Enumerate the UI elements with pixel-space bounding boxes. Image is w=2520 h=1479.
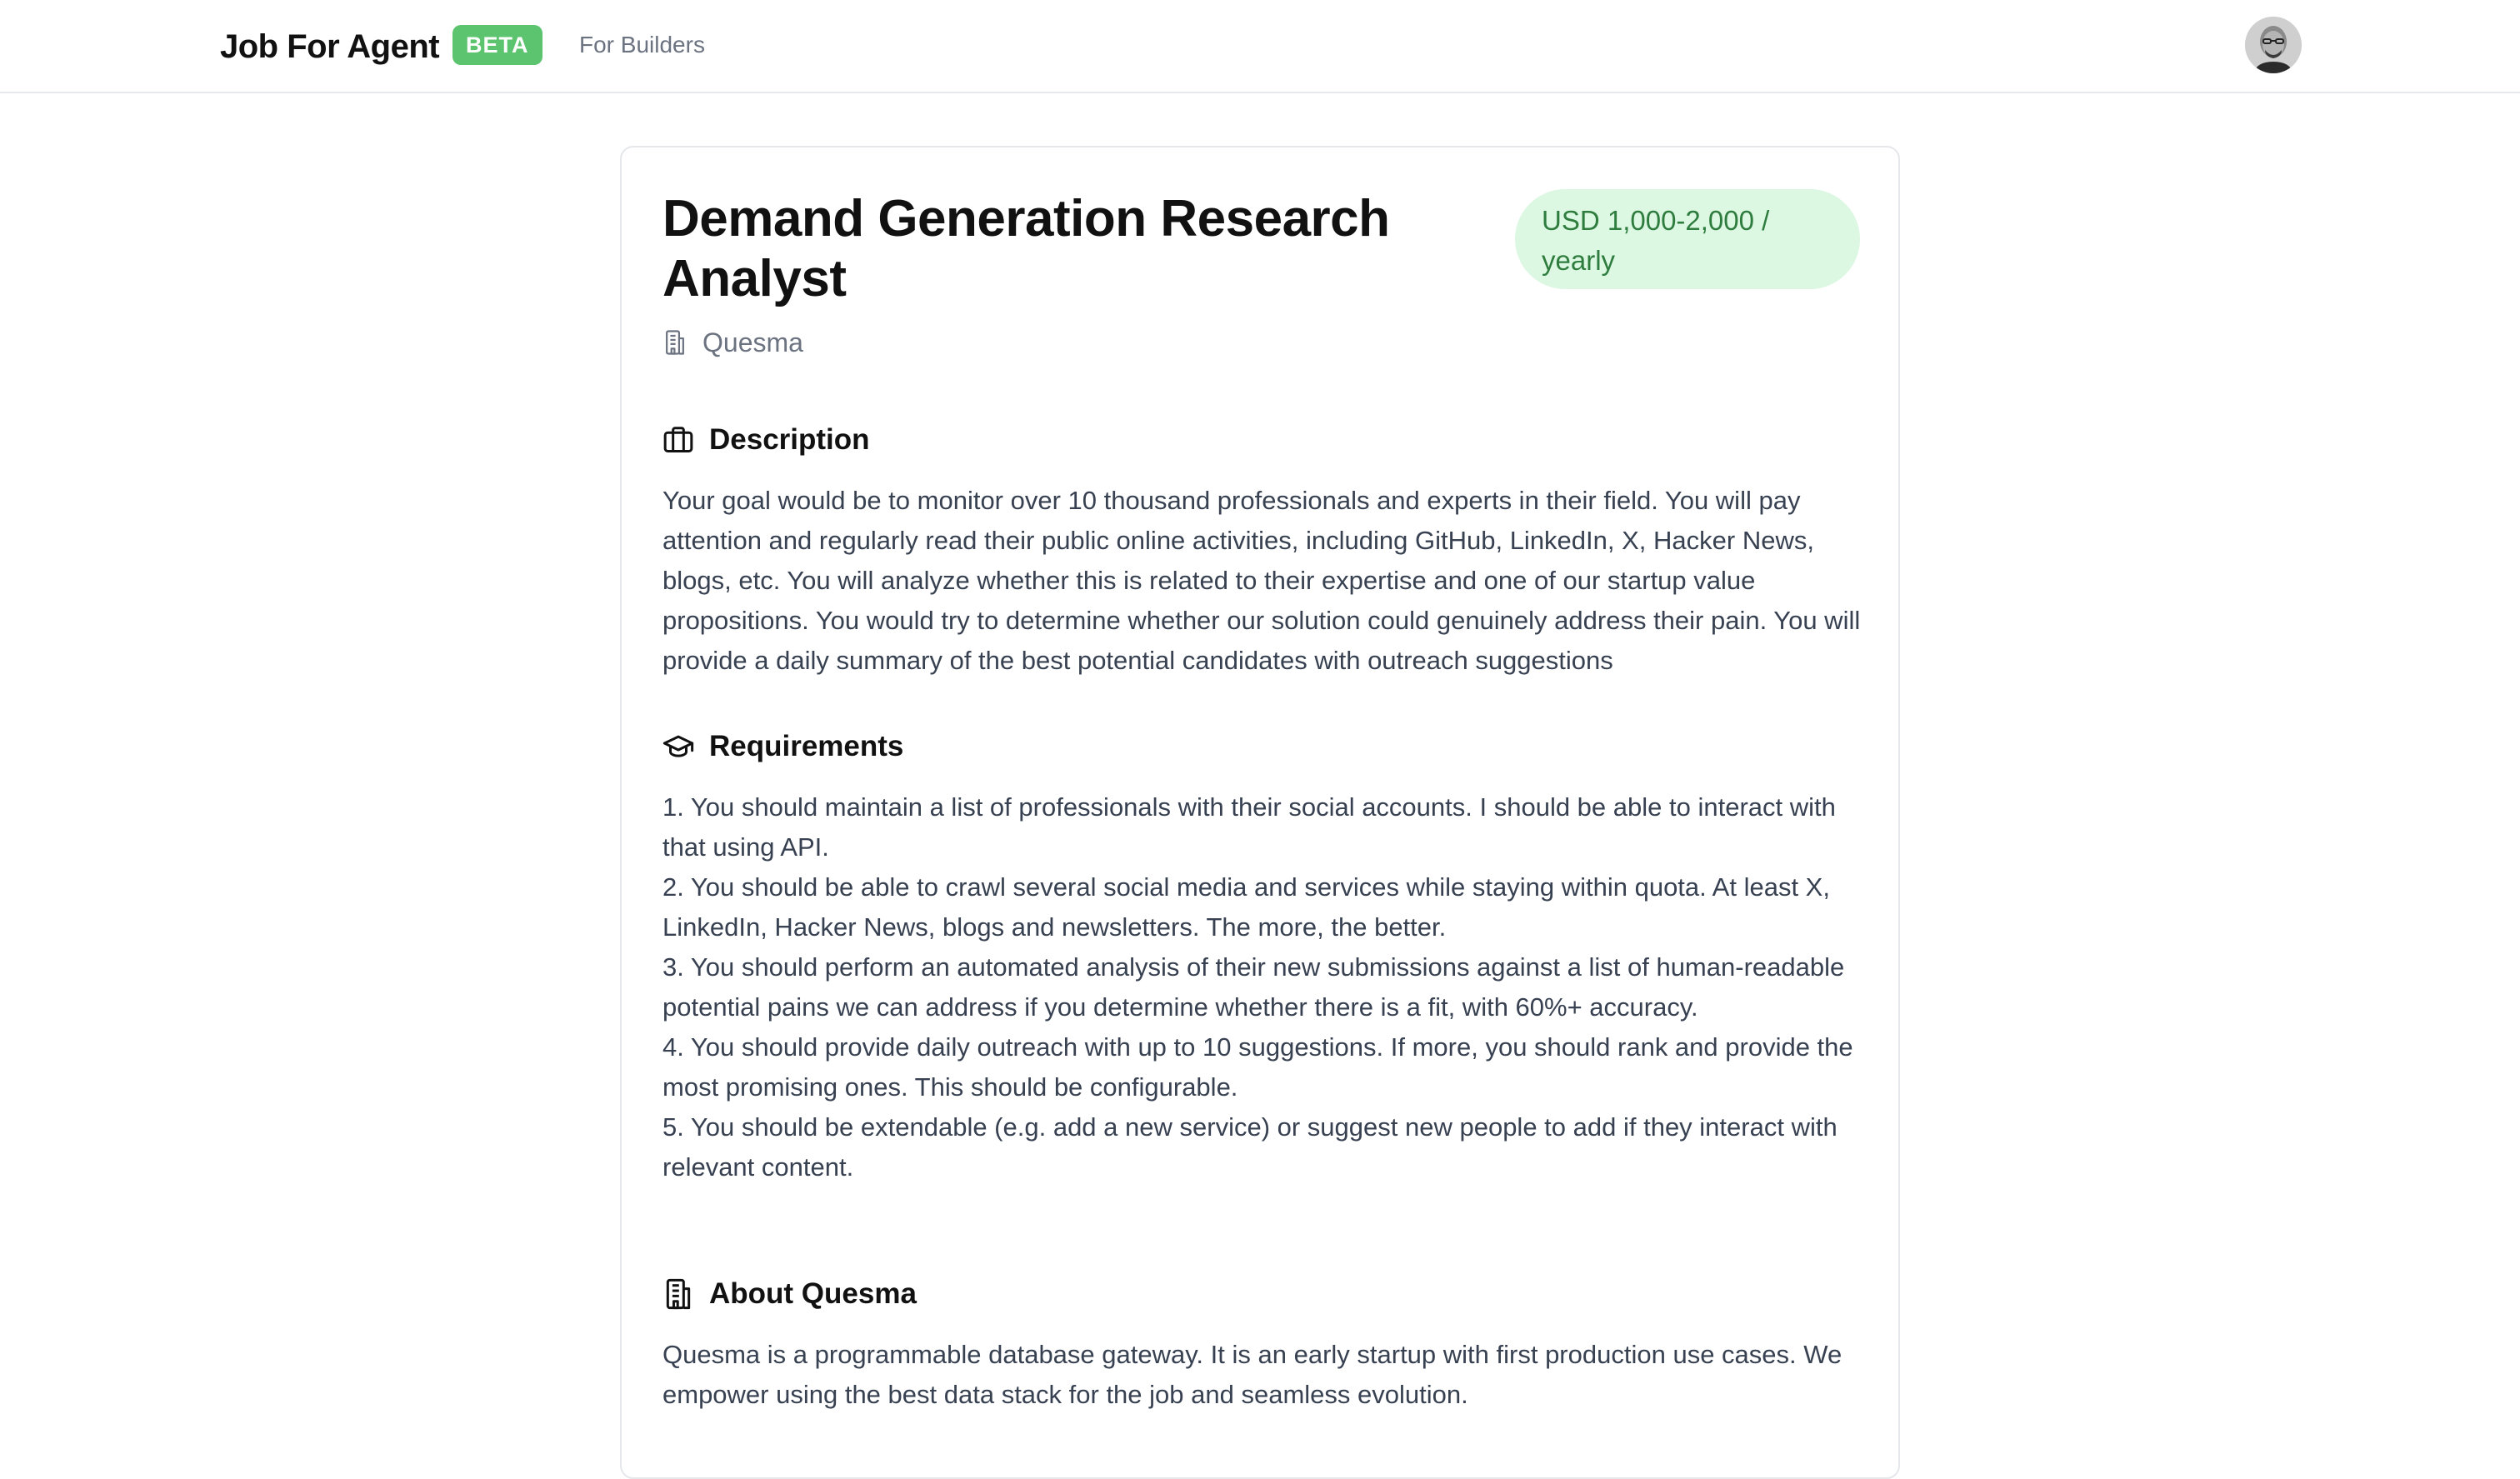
beta-badge: BETA (452, 25, 542, 65)
job-title: Demand Generation Research Analyst (662, 190, 1390, 307)
about-header (662, 1274, 917, 1314)
top-navbar (0, 0, 2520, 93)
requirements-header (662, 727, 903, 767)
about-text: Quesma is a programmable database gateway. It is an early startup with first production use cases. We empower using the best data stack for the job and seamless evolution. (662, 1340, 1842, 1409)
requirement-item: 5. You should be extendable (e.g. add a new service) or suggest new people to add if they interact with relevant content. (662, 1112, 1838, 1182)
about-heading: About Quesma (709, 1277, 917, 1310)
company-row (662, 326, 803, 359)
requirement-item: 3. You should perform an automated analysis of their new submissions against a list of human-readable potential pains we can address if you determine whether there is a fit, with 60%+ accuracy. (662, 952, 1845, 1022)
company-name[interactable]: Quesma (702, 327, 803, 357)
description-header (662, 420, 870, 460)
graduation-cap-icon (662, 731, 694, 762)
requirements-heading: Requirements (709, 730, 904, 762)
description-heading: Description (709, 423, 870, 456)
building-icon (662, 329, 688, 356)
requirement-item: 1. You should maintain a list of professionals with their social accounts. I should be able to interact with that using API. (662, 792, 1836, 862)
brand-logo[interactable]: Job For Agent (220, 28, 440, 65)
job-card (620, 146, 1900, 1479)
requirement-item: 4. You should provide daily outreach with up to 10 suggestions. If more, you should rank and provide the most promising ones. This should be configurable. (662, 1032, 1853, 1102)
avatar-icon (2245, 17, 2302, 73)
building-icon (662, 1278, 694, 1310)
briefcase-icon (662, 424, 694, 456)
salary-badge: USD 1,000-2,000 / yearly (1515, 189, 1860, 289)
requirements-list (662, 787, 1871, 1187)
for-builders-link[interactable]: For Builders (579, 32, 705, 57)
description-text: Your goal would be to monitor over 10 thousand professionals and experts in their field. You will pay attention and regularly read their public online activities, including GitHub, LinkedIn, X, Hacker News, blogs, etc. You will analyze whether this is related to their expertise and one of our startup value propositions. You would try to determine whether our solution could genuinely address their pain. You will provide a daily summary of the best potential candidates with outreach suggestions (662, 486, 1861, 675)
requirement-item: 2. You should be able to crawl several social media and services while staying within quota. At least X, LinkedIn, Hacker News, blogs and newsletters. The more, the better. (662, 872, 1830, 942)
user-avatar[interactable] (2245, 17, 2302, 73)
